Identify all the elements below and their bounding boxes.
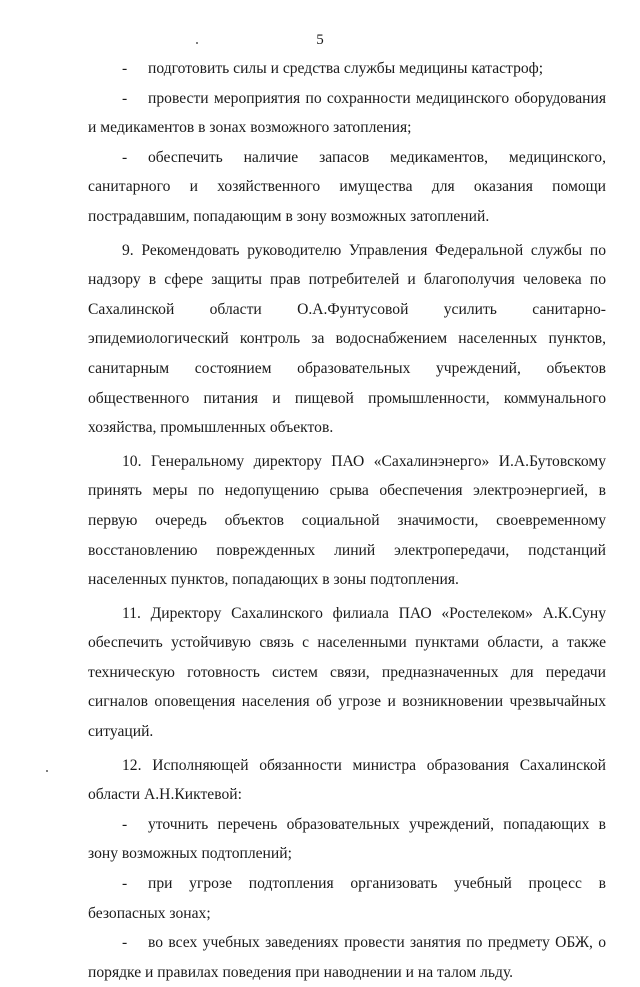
section-11-paragraph: 11. Директору Сахалинского филиала ПАО «Ростелеком» А.К.Суну обеспечить устойчивую связь с населенными пунктами области, а также техническую готовность систем связи, предназначенных для передачи сигналов оповещения населения об угрозе и возникновении чрезвычайных ситуаций. — [88, 604, 606, 741]
scan-speck — [196, 42, 198, 44]
list-item-text: обеспечить наличие запасов медикаментов, медицинского, санитарного и хозяйственного имущества для оказания помощи пострадавшим, попадающим в зону возможных затоплений. — [88, 148, 606, 225]
list-item-text: уточнить перечень образовательных учреждений, попадающих в зону возможных подтоплений; — [88, 815, 606, 863]
list-item-text: при угрозе подтопления организовать учебный процесс в безопасных зонах; — [88, 875, 606, 922]
section-9-paragraph: 9. Рекомендовать руководителю Управления Федеральной службы по надзору в сфере защиты прав потребителей и благополучия человека по Сахалинской области О.А.Фунтусовой усилить санитарно-эпидемиологический контроль за водоснабжением населенных пунктов, санитарным состоянием образовательных учреждений, объектов общественного питания и пищевой промышленности, коммунального хозяйства, промышленных объектов. — [88, 241, 606, 437]
list-item-text: во всех учебных заведениях провести занятия по предмету ОБЖ, о порядке и правилах поведения при наводнении и на талом льду. — [88, 934, 606, 981]
page-number: 5 — [316, 32, 324, 48]
dash-marker: - — [122, 148, 128, 166]
dash-marker: - — [122, 60, 128, 77]
dash-marker: - — [122, 815, 128, 833]
section-10-paragraph: 10. Генеральному директору ПАО «Сахалинэнерго» И.А.Бутовскому принять меры по недопущению срыва обеспечения электроэнергией, в первую очередь объектов социальной значимости, своевременному восстановлению поврежденных линий электропередачи, подстанций населенных пунктов, попадающих в зоны подтопления. — [88, 452, 606, 589]
dash-marker: - — [122, 934, 128, 952]
list-item-text: провести мероприятия по сохранности медицинского оборудования и медикаментов в зонах возможного затопления; — [88, 89, 606, 137]
dash-marker: - — [122, 875, 128, 893]
list-item — [88, 810, 606, 869]
list-item — [88, 143, 606, 232]
list-item — [88, 928, 606, 987]
list-item-text: подготовить силы и средства службы медицины катастроф; — [148, 60, 544, 77]
section-12-paragraph: 12. Исполняющей обязанности министра образования Сахалинской области А.Н.Киктевой: — [88, 756, 606, 804]
dash-marker: - — [122, 89, 128, 107]
list-item — [88, 84, 606, 143]
list-item — [88, 869, 606, 928]
list-item — [88, 54, 606, 84]
scan-speck — [46, 770, 48, 772]
document-body — [88, 54, 606, 987]
